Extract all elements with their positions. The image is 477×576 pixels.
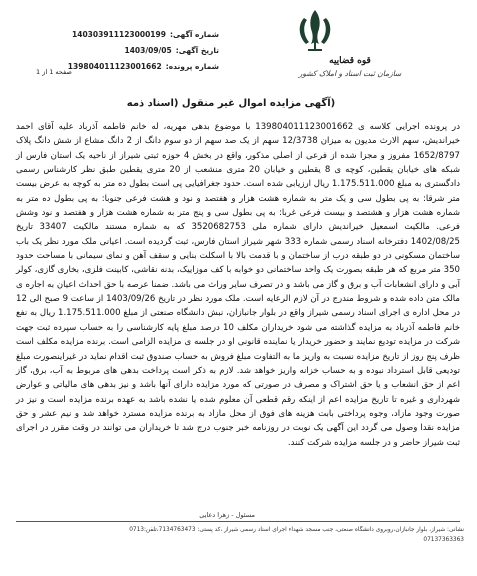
case-number: 139804011123001662 (67, 62, 162, 71)
notice-date: 1403/09/05 (124, 46, 172, 55)
notice-date-row (69, 43, 219, 59)
footer-address-block (14, 526, 464, 545)
case-number-label: شماره پرونده: (165, 62, 219, 71)
notice-body: در پرونده اجرایی کلاسه ی 139804011123001662 با موضوع بدهی مهریه، له خانم فاطمه آذرباد علیه آقای احمد خیراندیش، سهم الارث مدیون به میزان 12/3738 سهم از یک صد سهم از دو سوم دانگ از 2 دانگ مشاع از شش دانگ پلاک 1652/8797 مفروز و مجزا شده از فرعی از اصلی مذکور، واقع در بخش 4 حوزه ثبتی شیراز از ناحیه یک استان فارس از شبکه های خیابان یقطین، کوچه ی 8 یقطین و خیابان 20 متری منشعب از 20 متری یقطین طبق نظر کارشناس رسمی دادگستری به مبلغ 1.175.511.000 ریال ارزیابی شده است. حدود جغرافیایی پی است بطول ده متر به کوچه به عرض بیست متر شرقا: به پی بطول سی و یک متر به شماره هشت هزار و هفتصد و نود و هشت فرعی جنوبا: به پی بطول ده متر به شماره هشت هزار و هشتصد و بیست فرعی غربا: به پی بطول سی و پنج متر به شماره هشت هزار و هفتصد و نود وشش فرعی. مالکیت اسمعیل خیراندیش دارای شماره ملی 3520682753 که به شماره مستند مالکیت 33407 تاریخ 1402/08/25 دفترخانه اسناد رسمی شماره 333 شهر شیراز استان فارس، ثبت گردیده است. اعیانی ملک مورد نظر یک باب ساختمان مسکونی در دو طبقه درب از ساختمان و با قدمت بالا با اسکلت بنایی و سقف آهن و نمای سیمانی با مساحت حدود 350 متر مربع که هر طبقه بصورت یک واحد ساختمانی دو خوابه با کف موزاییک، بدنه نقاشی، کابینت فلزی، بخاری گازی، کولر آبی و دارای انشعابات آب و برق و گاز می باشد و در تصرف سایر وراث می باشد. ضمنا عرصه با حق احداث اعیان به اجاره ی مالک متن داده شده و شروط مندرج در آن لازم الرعایه است. ملک مورد نظر در تاریخ 1403/09/26 از ساعت 9 صبح الی 12 در محل اداره ی اجرای اسناد رسمی شیراز واقع در بلوار جانبازان، نبش دانشگاه صنعتی از مبلغ 1.175.511.000 ریال به نفع خانم فاطمه آذرباد به مزایده گذاشته می شود خریداران مکلف 10 درصد مبلغ پایه کارشناسی را به حساب سپرده ثبت جهت شرکت در مزایده تودیع نمایند و حضور خریدار یا نماینده قانونی او در جلسه ی مزایده الزامی است. برنده مزایده مکلف است ظرف پنج روز از تاریخ مزایده نسبت به واریز ما به التفاوت مبلغ فروش به حساب صندوق ثبت اقدام نماید در غیراینصورت مبلغ تودیعی قابل استرداد نبوده و به حساب خزانه واریز خواهد شد. لازم به ذکر است پرداخت بدهی های مربوط به آب، برق، گاز اعم از حق انشعاب و یا حق اشتراک و مصرف در صورتی که مورد مزایده دارای آنها باشد و نیز بدهی های مالیاتی و عوارض شهرداری و غیره تا تاریخ مزایده اعم از اینکه رقم قطعی آن معلوم شده یا نشده باشد به عهده برنده مزایده است و نیز در صورت وجود مازاد، وجوه پرداختی بابت هزینه های فوق از محل مازاد به برنده مزایده مسترد خواهد شد و نیم عشر و حق مزایده نقدا وصول می گردد این آگهی یک نوبت در روزنامه خبر جنوب درج شد تا خریداران می توانند در وقت مقرر در اجرای ثبت شیراز حاضر و در جلسه مزایده شرکت کنند. (16, 122, 461, 448)
footer-phone: 07137363363 (423, 537, 464, 543)
footer-divider (16, 521, 460, 522)
notice-meta (69, 27, 219, 75)
footer-address: نشانی: شیراز، بلوار جانبازان،روبروی دانشگاه صنعتی، جنب مسجد شهداء اجرای اسناد رسمی شیراز ،کد پستی: 7134763473،تلفن:0713 (129, 527, 464, 533)
signer-name: مسئول - زهرا دعایی (199, 511, 255, 519)
notice-number-label: شماره آگهی: (169, 30, 219, 39)
judiciary-name: قوه قضاییه (329, 56, 371, 66)
notice-number: 140303911123000199 (72, 30, 166, 39)
organization-block (250, 56, 450, 78)
notice-date-label: تاریخ آگهی: (175, 46, 219, 55)
notice-number-row (69, 27, 219, 43)
page-number: صفحه 1 از 1 (36, 68, 72, 76)
registry-name: سازمان ثبت اسناد و املاک کشور (298, 69, 402, 78)
case-number-row (69, 59, 219, 75)
notice-title: (آگهی مزایده اموال غیر منقول (اسناد ذمه (126, 98, 336, 109)
iran-emblem-icon (290, 6, 340, 54)
